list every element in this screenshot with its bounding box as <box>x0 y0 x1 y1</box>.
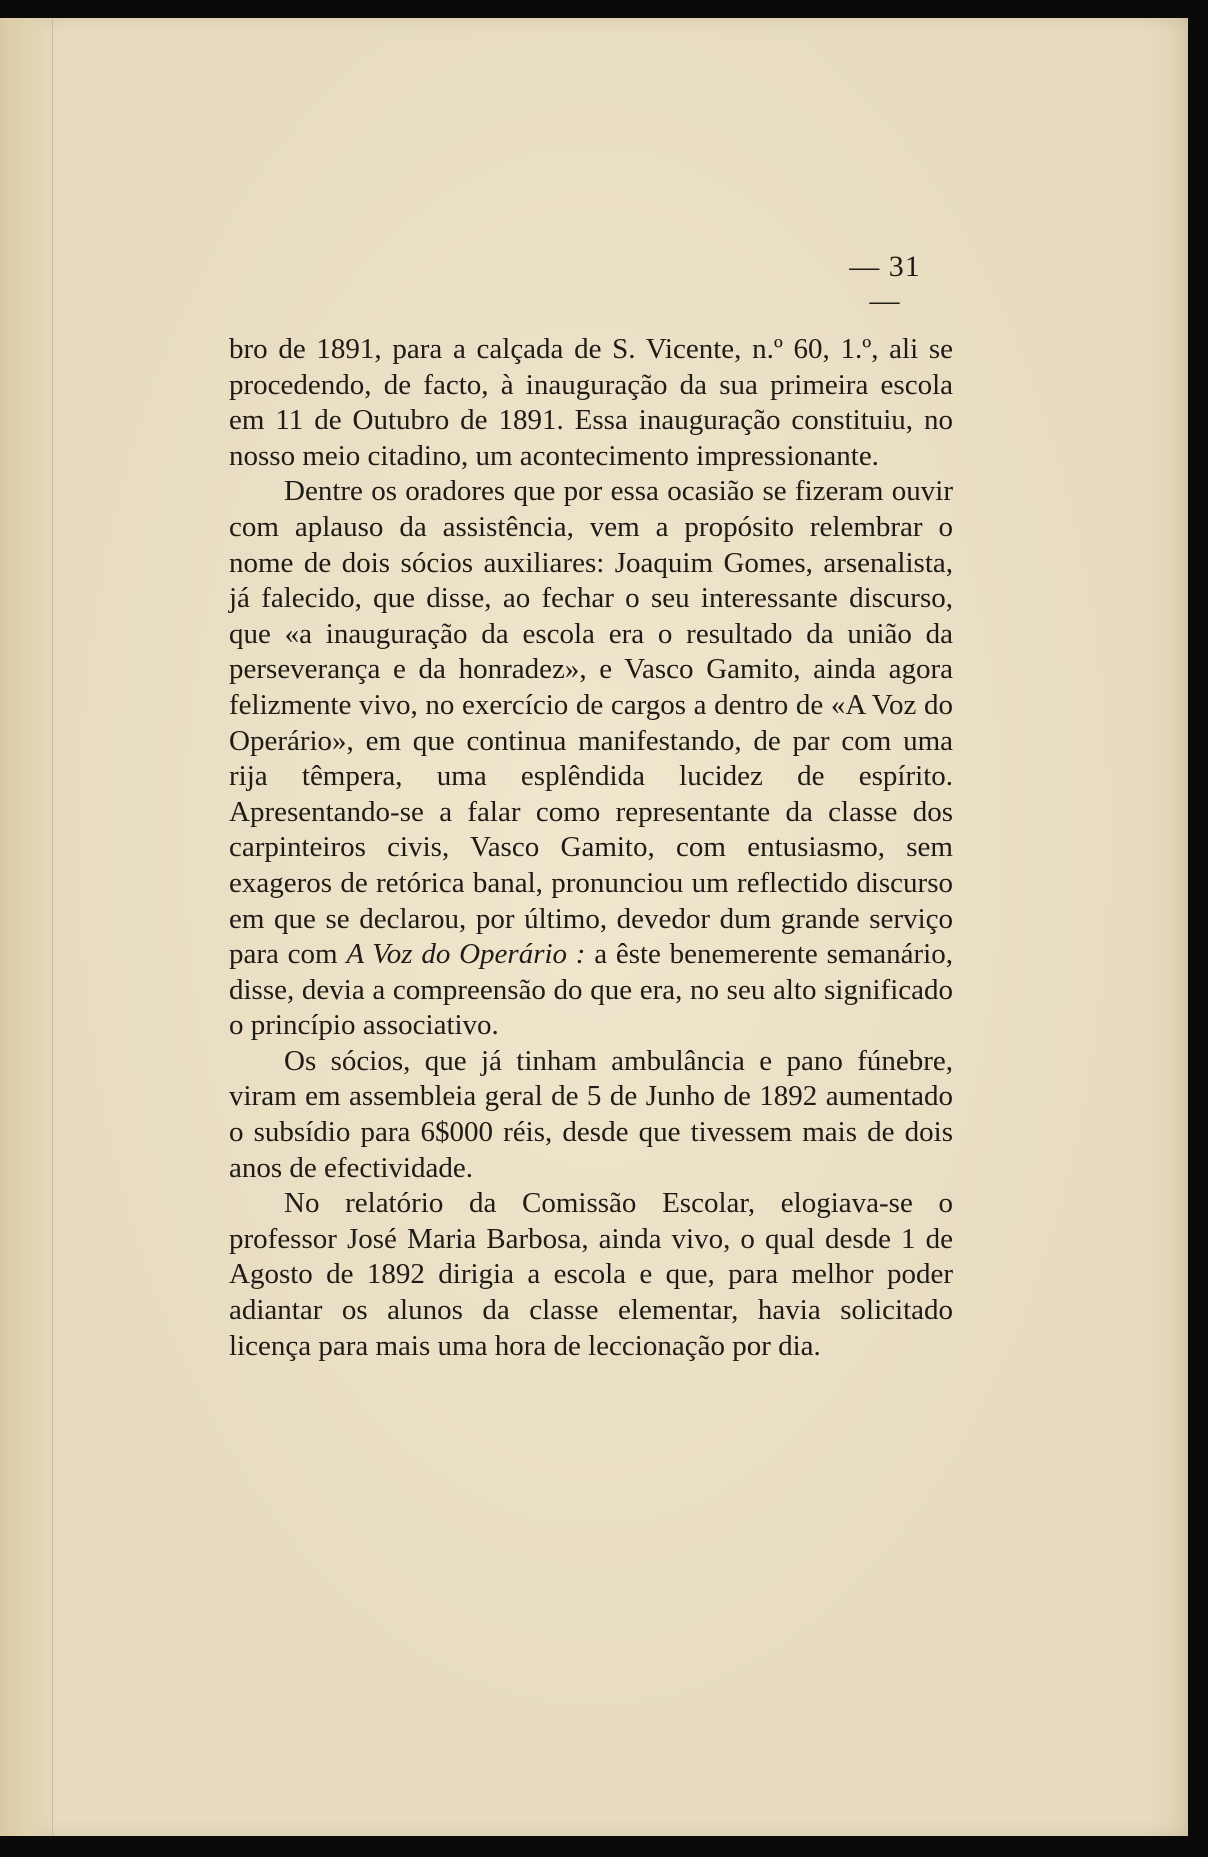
page-binding-edge <box>0 18 53 1836</box>
page-number: — 31 — <box>849 250 921 317</box>
paragraph-2-text-b: a êste benemerente semanário, disse, devia a compreensão do que era, no seu alto significado o princípio associativo. <box>229 938 953 1042</box>
paragraph-1: bro de 1891, para a calçada de S. Vicente, n.º 60, 1.º, ali se procedendo, de facto, à inauguração da sua primeira escola em 11 de Outubro de 1891. Essa inauguração constituiu, no nosso meio citadino, um acontecimento impressionante. <box>229 333 953 472</box>
paragraph-4: No relatório da Comissão Escolar, elogiava-se o professor José Maria Barbosa, ainda vivo, o qual desde 1 de Agosto de 1892 dirigia a escola e que, para melhor poder adiantar os alunos da classe elementar, havia solicitado licença para mais uma hora de leccionação por dia. <box>229 1187 953 1362</box>
paragraph-2-italic-title: A Voz do Operário : <box>346 938 586 971</box>
paragraph-3: Os sócios, que já tinham ambulância e pano fúnebre, viram em assembleia geral de 5 de Junho de 1892 aumentado o subsídio para 6$000 réis, desde que tivessem mais de dois anos de efectividade. <box>229 1044 953 1184</box>
paragraph-2 <box>229 474 953 1044</box>
body-text <box>229 332 953 1364</box>
paragraph-2-text-a: Dentre os oradores que por essa ocasião se fizeram ouvir com aplauso da assistência, vem a propósito relembrar o nome de dois sócios auxiliares: Joaquim Gomes, arsenalista, já falecido, que disse, ao fechar o seu interessante discurso, que «a inauguração da escola era o resultado da união da perseverança e da honradez», e Vasco Gamito, ainda agora felizmente vivo, no exercício de cargos a dentro de «A Voz do Operário», em que continua manifestando, de par com uma rija têmpera, uma esplêndida lucidez de espírito. Apresentando-se a falar como representante da classe dos carpinteiros civis, Vasco Gamito, com entusiasmo, sem exageros de retórica banal, pronunciou um reflectido discurso em que se declarou, por último, devedor dum grande serviço para com <box>229 475 953 971</box>
